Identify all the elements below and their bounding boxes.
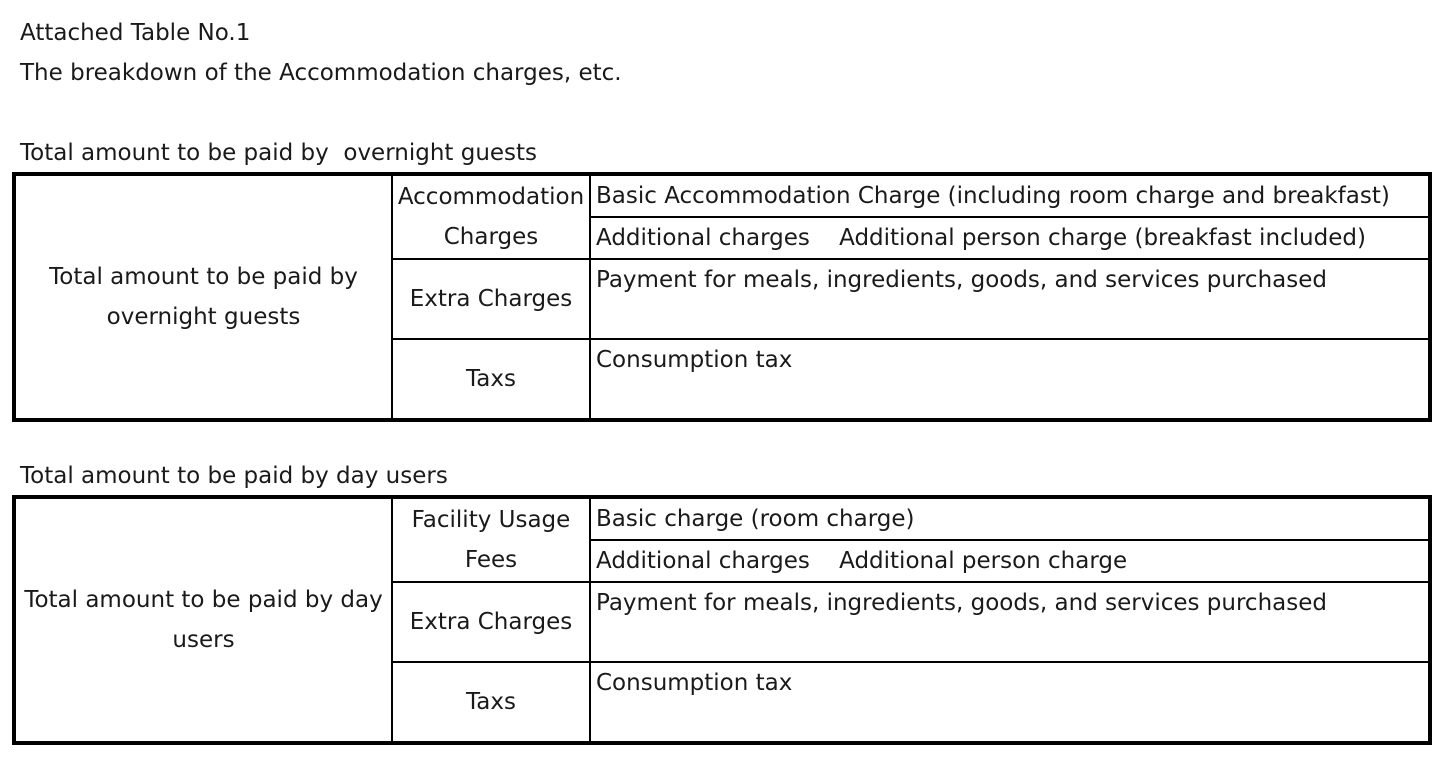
overnight-charges-table (12, 172, 1432, 422)
consumption-tax-cell: Consumption tax (590, 339, 1430, 420)
day-main-label (14, 497, 392, 743)
day-users-charges-table (12, 495, 1432, 745)
basic-charge-cell: Basic charge (room charge) (590, 497, 1430, 540)
main-label-line: users (172, 627, 235, 653)
extra-charges-label (392, 582, 590, 662)
group-label-line: Accommodation (397, 184, 585, 210)
overnight-main-label (14, 174, 392, 420)
overnight-table-heading: Total amount to be paid by overnight guests (20, 140, 538, 166)
basic-accommodation-charge-cell: Basic Accommodation Charge (including room charge and breakfast) (590, 174, 1430, 217)
group-label-line: Facility Usage (411, 507, 571, 533)
table-row (14, 174, 1430, 217)
group-label-line: Charges (443, 224, 539, 250)
day-users-table-heading: Total amount to be paid by day users (20, 463, 448, 489)
table-row (14, 497, 1430, 540)
extra-charges-cell: Payment for meals, ingredients, goods, and services purchased (590, 582, 1430, 662)
label-text: Extra Charges (409, 609, 573, 635)
additional-charges-cell: Additional charges Additional person charge (590, 540, 1430, 582)
main-label-line: Total amount to be paid by day (24, 587, 383, 613)
extra-charges-label (392, 259, 590, 339)
consumption-tax-cell: Consumption tax (590, 662, 1430, 743)
facility-usage-fees-label (392, 497, 590, 582)
main-label-line: overnight guests (106, 304, 301, 330)
additional-charges-cell: Additional charges Additional person charge (breakfast included) (590, 217, 1430, 259)
label-text: Taxs (466, 689, 516, 715)
document-subtitle: The breakdown of the Accommodation charges, etc. (20, 60, 622, 86)
taxes-label (392, 339, 590, 420)
accommodation-charges-label (392, 174, 590, 259)
extra-charges-cell: Payment for meals, ingredients, goods, and services purchased (590, 259, 1430, 339)
taxes-label (392, 662, 590, 743)
document-title: Attached Table No.1 (20, 20, 251, 46)
group-label-line: Fees (464, 547, 518, 573)
main-label-line: Total amount to be paid by (49, 264, 358, 290)
label-text: Extra Charges (409, 286, 573, 312)
label-text: Taxs (466, 366, 516, 392)
